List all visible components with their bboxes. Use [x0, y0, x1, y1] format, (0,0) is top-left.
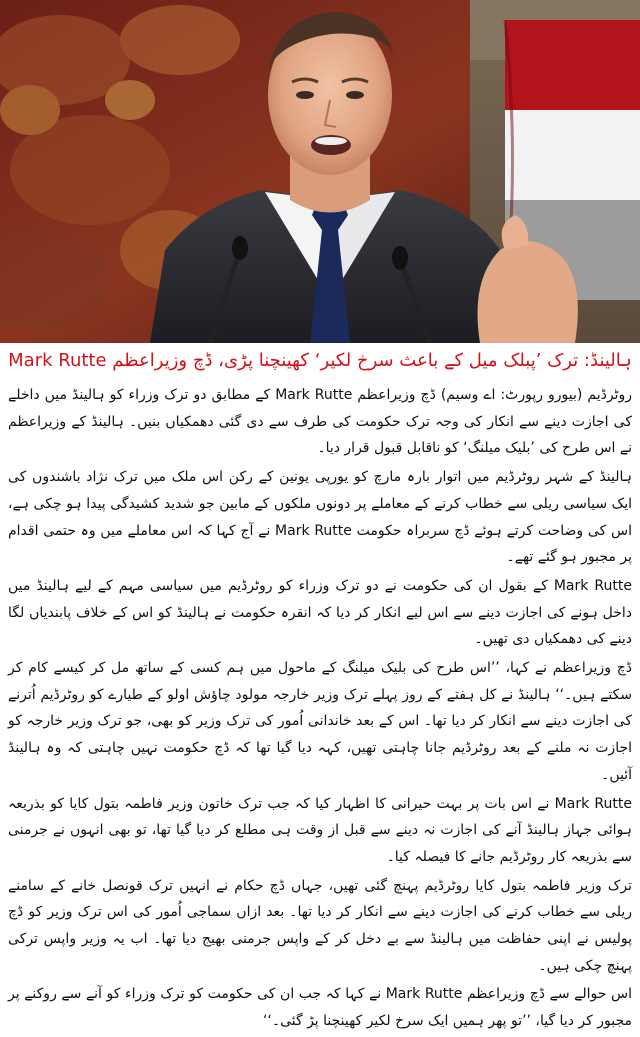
article-paragraph-4: ڈچ وزیراعظم نے کہا، ’’اس طرح کی بلیک میلنگ کے ماحول میں ہم کسی کے ساتھ مل کر کیسے کام کر سکتے ہیں۔‘‘ ہالینڈ نے کل ہفتے کے روز پہلے ترک وزیر خارجہ مولود چاؤش اولو کے طیارے کو روٹرڈیم اُترنے کی اجازت دینے سے انکار کر دیا تھا۔ اس کے بعد خاندانی اُمور کی ترک وزیر کو بھی، جو ترک وزیر خارجہ کو اجازت نہ ملنے کے بعد روٹرڈیم جانا چاہتی تھیں، کہہ دیا گیا تھا کہ ڈچ حکومت نہیں چاہتی کہ وہ ہالینڈ آئیں۔: [8, 660, 632, 783]
article-paragraph-1: روٹرڈیم (بیورو رپورٹ: اے وسیم) ڈچ وزیراعظم Mark Rutte کے مطابق دو ترک وزراء کو ہالینڈ میں داخلے کی اجازت دینے سے انکار کی وجہ ترک حکومت کی طرف سے دی گئی دھمکیاں بنیں۔ ہالینڈ کے وزیراعظم نے اس طرح کی ’بلیک میلنگ‘ کو ناقابل قبول قرار دیا۔: [8, 387, 632, 457]
article-paragraph-2: ہالینڈ کے شہر روٹرڈیم میں اتوار بارہ مارچ کو یورپی یونین کے رکن اس ملک میں ترک نژاد باشندوں کی ایک سیاسی ریلی سے خطاب کرنے کے معاملے پر دونوں ملکوں کے مابین جو شدید کشیدگی پیدا ہو چکی ہے، اس کی وضاحت کرتے ہوئے ڈچ سربراہ حکومت Mark Rutte نے آج کہا کہ اس معاملے میں وہ حتمی اقدام پر مجبور ہو گئے تھے۔: [8, 469, 632, 566]
article-paragraph-7: اس حوالے سے ڈچ وزیراعظم Mark Rutte نے کہا کہ جب ان کی حکومت کو ترک وزراء کو آنے سے روکنے پر مجبور کر دیا گیا، ’’تو پھر ہمیں ایک سرخ لکیر کھینچنا پڑ گئی۔‘‘: [8, 986, 632, 1030]
article-paragraph-5: Mark Rutte نے اس بات پر بہت حیرانی کا اظہار کیا کہ جب ترک خاتون وزیر فاطمہ بتول کایا کو بذریعہ ہوائی جہاز ہالینڈ آنے کی اجازت نہ دینے سے قبل از وقت ہی مطلع کر دیا گیا تھا، تو بھی انہوں نے جرمنی سے بذریعہ کار روٹرڈیم جانے کا فیصلہ کیا۔: [8, 795, 632, 865]
article: [8, 348, 632, 1037]
article-headline: ہالینڈ: ترک ’پبلک میل کے باعث سرخ لکیر‘ کھینچنا پڑی، ڈچ وزیراعظم Mark Rutte: [8, 350, 632, 371]
article-paragraph-6: ترک وزیر فاطمہ بتول کایا روٹرڈیم پہنچ گئی تھیں، جہاں ڈچ حکام نے انہیں ترک قونصل خانے کے سامنے ریلی سے خطاب کرنے کی اجازت دینے سے انکار کر دیا تھا۔ بعد ازاں سماجی اُمور کی اس ترک وزیر کو ڈچ پولیس نے اپنی حفاظت میں ہالینڈ سے بے دخل کر کے واپس جرمنی بھیج دیا تھا۔ اب یہ وزیر واپس ترکی پہنچ چکی ہیں۔: [8, 877, 632, 974]
speaker-at-podium-image: [0, 0, 640, 343]
news-photo: [0, 0, 640, 343]
article-paragraph-3: Mark Rutte کے بقول ان کی حکومت نے دو ترک وزراء کو روٹرڈیم میں سیاسی مہم کے لیے ہالینڈ میں داخل ہونے کی اجازت دینے سے اس لیے انکار کر دیا کہ انقرہ حکومت نے ہالینڈ کو اس کے خلاف پابندیاں لگا دینے کی دھمکیاں دی تھیں۔: [8, 577, 632, 648]
